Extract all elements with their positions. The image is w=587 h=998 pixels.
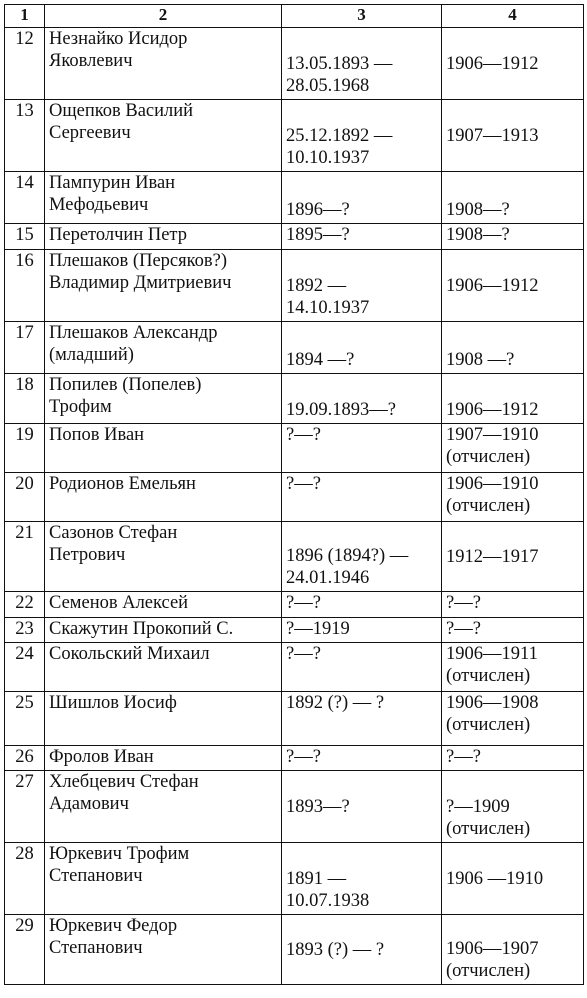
study-years	[442, 643, 584, 692]
study-years	[442, 746, 584, 771]
person-name-text: Попов Иван	[49, 425, 145, 445]
row-number	[5, 374, 45, 424]
life-dates-text: 1891 — 10.07.1938	[286, 869, 370, 911]
header-col-4: 4	[442, 5, 584, 28]
row-number-text: 15	[15, 225, 34, 245]
person-name-text: Скажутин Прокопий С.	[49, 619, 234, 639]
life-dates	[282, 915, 442, 985]
study-years	[442, 618, 584, 643]
row-number	[5, 843, 45, 915]
row-number-text: 26	[15, 747, 34, 767]
person-name	[45, 473, 282, 522]
row-number	[5, 473, 45, 522]
table-row	[5, 618, 584, 643]
row-number	[5, 250, 45, 322]
study-years	[442, 424, 584, 473]
row-number	[5, 915, 45, 985]
table-row	[5, 224, 584, 250]
life-dates-text: ?—?	[286, 425, 321, 445]
person-name	[45, 28, 282, 100]
table-row	[5, 28, 584, 100]
row-number-text: 29	[15, 916, 34, 936]
life-dates-text: 1896—?	[286, 200, 350, 220]
row-number	[5, 424, 45, 473]
study-years	[442, 172, 584, 224]
person-name	[45, 915, 282, 985]
life-dates	[282, 771, 442, 843]
study-years	[442, 915, 584, 985]
row-number	[5, 322, 45, 374]
person-name-text: Попилев (Попелев) Трофим	[49, 375, 202, 417]
table-row	[5, 250, 584, 322]
life-dates	[282, 618, 442, 643]
life-dates-text: 13.05.1893 — 28.05.1968	[286, 54, 393, 96]
study-years-text: 1906 —1910	[446, 868, 544, 889]
person-name	[45, 746, 282, 771]
person-name-text: Сазонов Стефан Петрович	[49, 523, 178, 565]
row-number-text: 24	[15, 644, 34, 664]
life-dates	[282, 522, 442, 592]
life-dates	[282, 643, 442, 692]
life-dates-text: 1896 (1894?) — 24.01.1946	[286, 546, 409, 588]
table-row	[5, 473, 584, 522]
table-row	[5, 771, 584, 843]
life-dates-text: 1893 (?) — ?	[286, 939, 385, 960]
header-row	[5, 5, 584, 28]
person-name-text: Плешаков (Персяков?) Владимир Дмитриевич	[49, 251, 232, 293]
life-dates	[282, 592, 442, 618]
life-dates-text: 1894 —?	[286, 350, 355, 370]
person-name	[45, 224, 282, 250]
row-number	[5, 592, 45, 618]
study-years-text: 1912—1917	[446, 546, 539, 567]
person-name	[45, 250, 282, 322]
person-name	[45, 592, 282, 618]
row-number	[5, 618, 45, 643]
table-row	[5, 100, 584, 172]
row-number	[5, 643, 45, 692]
person-name-text: Сокольский Михаил	[49, 644, 210, 664]
person-name-text: Хлебцевич Стефан Адамович	[49, 772, 199, 814]
study-years-text: 1908—?	[446, 225, 510, 245]
row-number-text: 12	[15, 29, 34, 49]
row-number-text: 22	[15, 593, 34, 613]
row-number-text: 21	[15, 523, 34, 543]
study-years	[442, 322, 584, 374]
life-dates-text: ?—?	[286, 747, 321, 767]
life-dates-text: 1892 — 14.10.1937	[286, 276, 370, 318]
study-years	[442, 522, 584, 592]
row-number-text: 13	[15, 101, 34, 121]
person-name	[45, 522, 282, 592]
study-years-text: 1907—1913	[446, 125, 539, 146]
study-years-text: 1906—1912	[446, 53, 539, 74]
study-years-text: 1908 —?	[446, 350, 515, 370]
life-dates	[282, 224, 442, 250]
row-number	[5, 172, 45, 224]
row-number-text: 16	[15, 251, 34, 271]
life-dates	[282, 28, 442, 100]
person-name	[45, 843, 282, 915]
person-name-text: Плешаков Александр (младший)	[49, 323, 218, 365]
person-name-text: Перетолчин Петр	[49, 225, 187, 245]
person-name	[45, 692, 282, 746]
study-years-text: ?—1909 (отчислен)	[446, 797, 531, 839]
life-dates	[282, 100, 442, 172]
study-years	[442, 692, 584, 746]
study-years	[442, 473, 584, 522]
row-number	[5, 746, 45, 771]
person-name	[45, 172, 282, 224]
row-number	[5, 692, 45, 746]
row-number-text: 20	[15, 474, 34, 494]
table-row	[5, 592, 584, 618]
study-years	[442, 592, 584, 618]
life-dates	[282, 322, 442, 374]
person-name	[45, 771, 282, 843]
person-name-text: Пампурин Иван Мефодьевич	[49, 173, 176, 215]
person-name	[45, 322, 282, 374]
table-row	[5, 172, 584, 224]
row-number-text: 18	[15, 375, 34, 395]
study-years-text: ?—?	[446, 619, 481, 639]
life-dates	[282, 172, 442, 224]
row-number-text: 14	[15, 173, 34, 193]
study-years-text: 1906—1908 (отчислен)	[446, 693, 539, 735]
life-dates	[282, 473, 442, 522]
table-row	[5, 322, 584, 374]
study-years	[442, 224, 584, 250]
person-name-text: Незнайко Исидор Яковлевич	[49, 29, 188, 71]
person-name-text: Семенов Алексей	[49, 593, 189, 613]
person-name-text: Юркевич Федор Степанович	[49, 916, 178, 958]
study-years	[442, 843, 584, 915]
row-number-text: 27	[15, 772, 34, 792]
study-years	[442, 374, 584, 424]
life-dates-text: 1893—?	[286, 796, 350, 817]
life-dates	[282, 424, 442, 473]
life-dates	[282, 692, 442, 746]
study-years-text: 1906—1911 (отчислен)	[446, 644, 538, 686]
person-name	[45, 424, 282, 473]
header-col-2: 2	[45, 5, 282, 28]
study-years-text: ?—?	[446, 593, 481, 613]
row-number	[5, 28, 45, 100]
person-name	[45, 374, 282, 424]
study-years-text: ?—?	[446, 747, 481, 767]
person-name-text: Шишлов Иосиф	[49, 693, 177, 713]
life-dates-text: 1892 (?) — ?	[286, 693, 385, 713]
table-row	[5, 424, 584, 473]
header-col-1: 1	[5, 5, 45, 28]
person-name-text: Родионов Емельян	[49, 474, 196, 494]
table-row	[5, 746, 584, 771]
life-dates-text: 19.09.1893—?	[286, 400, 396, 420]
life-dates	[282, 250, 442, 322]
life-dates-text: 1895—?	[286, 225, 350, 245]
table-row	[5, 692, 584, 746]
life-dates	[282, 843, 442, 915]
life-dates-text: ?—?	[286, 593, 321, 613]
life-dates-text: 25.12.1892 — 10.10.1937	[286, 126, 393, 168]
row-number-text: 19	[15, 425, 34, 445]
table-row	[5, 643, 584, 692]
row-number	[5, 771, 45, 843]
study-years-text: 1908—?	[446, 200, 510, 220]
life-dates-text: ?—?	[286, 474, 321, 494]
person-name-text: Ощепков Василий Сергеевич	[49, 101, 194, 143]
registry-table	[4, 4, 584, 985]
study-years-text: 1907—1910 (отчислен)	[446, 425, 539, 467]
study-years	[442, 250, 584, 322]
study-years-text: 1906—1912	[446, 275, 539, 296]
row-number-text: 17	[15, 323, 34, 343]
row-number-text: 28	[15, 844, 34, 864]
table-row	[5, 374, 584, 424]
person-name	[45, 618, 282, 643]
study-years-text: 1906—1910 (отчислен)	[446, 474, 539, 516]
header-col-3: 3	[282, 5, 442, 28]
study-years	[442, 28, 584, 100]
person-name	[45, 643, 282, 692]
study-years-text: 1906—1912	[446, 400, 539, 420]
life-dates	[282, 374, 442, 424]
row-number	[5, 522, 45, 592]
study-years-text: 1906—1907 (отчислен)	[446, 939, 539, 981]
table-body	[5, 28, 584, 985]
table-row	[5, 843, 584, 915]
life-dates-text: ?—?	[286, 644, 321, 664]
life-dates-text: ?—1919	[286, 619, 350, 639]
table-row	[5, 522, 584, 592]
person-name	[45, 100, 282, 172]
study-years	[442, 771, 584, 843]
person-name-text: Фролов Иван	[49, 747, 154, 767]
life-dates	[282, 746, 442, 771]
table-row	[5, 915, 584, 985]
row-number-text: 25	[15, 693, 34, 713]
row-number	[5, 224, 45, 250]
person-name-text: Юркевич Трофим Степанович	[49, 844, 190, 886]
row-number-text: 23	[15, 619, 34, 639]
study-years	[442, 100, 584, 172]
row-number	[5, 100, 45, 172]
